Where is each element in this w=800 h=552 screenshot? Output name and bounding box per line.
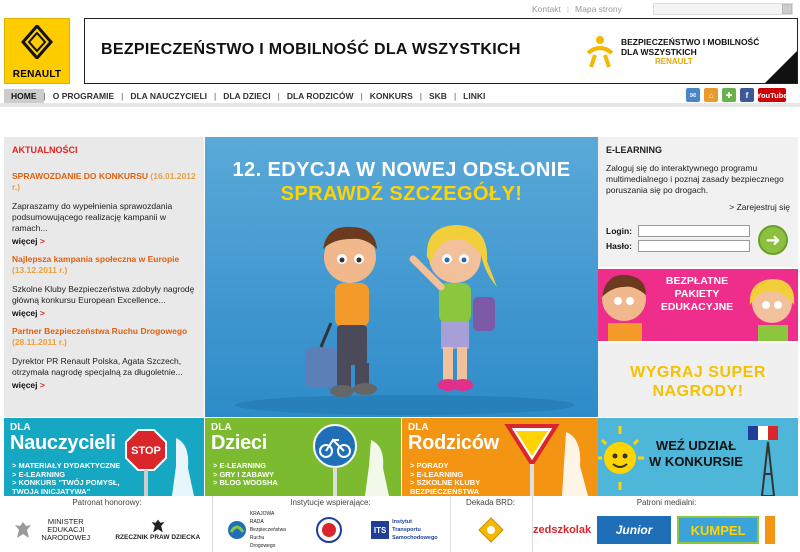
elearning-desc: Zaloguj się do interaktywnego programu multimedialnego i poznaj zasady bezpiecznego poruszania się po drogach.: [606, 163, 784, 195]
tile-title: Rodziców: [408, 432, 499, 454]
hero-line1: 12. EDYCJA W NOWEJ ODSŁONIE: [232, 159, 571, 181]
police-badge-icon[interactable]: [315, 516, 343, 544]
tile-dla-rodzicow[interactable]: [402, 418, 598, 496]
campaign-mini-logo: [621, 37, 759, 67]
kumpel-logo[interactable]: KUMPEL: [677, 516, 759, 544]
tile-link[interactable]: > E-LEARNING: [410, 469, 464, 479]
arrow-right-icon: ➜: [765, 229, 781, 250]
register-link[interactable]: > Zarejestruj się: [729, 202, 790, 212]
rpd-text: RZECZNIK PRAW DZIECKA: [115, 534, 201, 541]
mini-brand: RENAULT: [655, 57, 693, 66]
tile-link[interactable]: > BLOG WOOSHA: [213, 478, 278, 487]
news-date: (28.11.2011 r.): [12, 337, 67, 347]
renault-logo[interactable]: [4, 18, 70, 84]
men-logo[interactable]: [14, 518, 96, 542]
header-banner: [84, 18, 798, 84]
stop-sign-icon: [4, 418, 204, 496]
tile-link[interactable]: > KONKURS "TWÓJ POMYSŁ,: [12, 478, 120, 487]
tile-link[interactable]: > SZKOLNE KLUBY: [410, 478, 481, 487]
tile-dla-label: DLA: [10, 422, 31, 433]
search-input[interactable]: [653, 3, 793, 15]
bicycle-sign-icon: [205, 418, 401, 496]
password-row: [606, 240, 750, 252]
footer-instytucje: [212, 496, 448, 552]
footer-logos: [4, 512, 210, 548]
search-button[interactable]: [782, 4, 792, 14]
tile-dla-label: DLA: [408, 422, 429, 433]
more-link-text[interactable]: więcej: [12, 380, 38, 390]
top-links: [532, 4, 622, 14]
nav-dla-nauczycieli[interactable]: DLA NAUCZYCIELI: [130, 91, 207, 101]
footer-logos: [533, 512, 800, 548]
divider: |: [277, 91, 280, 101]
elearning-panel: [598, 137, 798, 267]
news-date: (13.12.2011 r.): [12, 265, 68, 275]
arrow-right-icon: >: [39, 380, 45, 390]
news-headline[interactable]: [12, 326, 196, 348]
footer-patroni: [532, 496, 800, 552]
news-headline-text[interactable]: Partner Bezpieczeństwa Ruchu Drogowego: [12, 326, 188, 336]
nav-dla-dzieci[interactable]: DLA DZIECI: [223, 91, 271, 101]
divider: |: [360, 91, 363, 101]
divider: |: [566, 4, 570, 14]
more-link-text[interactable]: więcej: [12, 308, 38, 318]
tile-title: Nauczycieli: [10, 432, 116, 454]
news-item: [12, 326, 196, 390]
footer-label: Patronat honorowy:: [72, 498, 142, 507]
youtube-icon[interactable]: YouTube: [758, 88, 786, 102]
facebook-icon[interactable]: f: [740, 88, 754, 102]
divider: |: [43, 91, 46, 101]
rpd-logo[interactable]: [115, 518, 200, 542]
divider: |: [214, 91, 217, 101]
banner-headline: BEZPIECZEŃSTWO I MOBILNOŚĆ DLA WSZYSTKICH: [101, 41, 521, 58]
promo-prizes[interactable]: [598, 343, 798, 417]
news-excerpt: Dyrektor PR Renault Polska, Agata Szczech, otrzymała nagrodę specjalną za długoletnie...: [12, 356, 183, 377]
main-nav: [4, 89, 800, 103]
nav-konkurs[interactable]: KONKURS: [369, 91, 413, 101]
promo-free-packs[interactable]: [598, 269, 798, 341]
dekada-brd-icon[interactable]: [478, 517, 504, 543]
divider: |: [419, 91, 422, 101]
junior-logo[interactable]: Junior: [597, 516, 671, 544]
hero-banner[interactable]: [205, 137, 598, 417]
nav-dla-rodzicow[interactable]: DLA RODZICÓW: [286, 91, 354, 101]
partner-logo-cut[interactable]: [765, 516, 775, 544]
tile-link[interactable]: > GRY I ZABAWY: [213, 469, 275, 479]
svg-text:STOP: STOP: [131, 445, 161, 457]
more-link[interactable]: [12, 308, 196, 318]
news-panel: [4, 137, 204, 417]
tile-link[interactable]: > E-LEARNING: [12, 469, 66, 479]
banner-corner-fold: [764, 50, 798, 84]
mini-line1: BEZPIECZEŃSTWO I MOBILNOŚĆ: [621, 37, 760, 47]
contest-cta-text: WEŹ UDZIAŁ W KONKURSIE: [649, 438, 743, 469]
header-divider: [0, 103, 800, 107]
nav-skb[interactable]: SKB: [428, 91, 447, 101]
nav-o-programie[interactable]: O PROGRAMIE: [52, 91, 115, 101]
its-logo[interactable]: [371, 518, 438, 542]
krbrd-logo[interactable]: [227, 510, 288, 550]
news-headline[interactable]: [12, 171, 196, 193]
footer-logos: [451, 512, 530, 548]
arrow-right-icon: >: [39, 236, 45, 246]
footer-dekada: [450, 496, 530, 552]
news-excerpt: Zapraszamy do wypełnienia sprawozdania podsumowującego realizację kampanii w ramach...: [12, 201, 173, 233]
news-item: [12, 254, 196, 318]
hero-illustration: [205, 137, 598, 417]
mini-line2: DLA WSZYSTKICH: [621, 47, 697, 57]
krbrd-text: KRAJOWA RADA Bezpieczeństwa Ruchu Drogowego: [249, 511, 286, 549]
footer-partners: [0, 496, 800, 552]
login-input[interactable]: [638, 225, 750, 237]
news-headline[interactable]: [12, 254, 196, 276]
footer-label: Dekada BRD:: [466, 498, 515, 507]
arrow-right-icon: >: [39, 308, 45, 318]
news-headline-text[interactable]: Najlepsza kampania społeczna w Europie: [12, 254, 180, 264]
mail-icon[interactable]: ✉: [686, 88, 700, 102]
eagle-icon: [150, 518, 166, 534]
renault-diamond-icon: [20, 25, 54, 59]
news-headline-text[interactable]: SPRAWOZDANIE DO KONKURSU: [12, 171, 149, 181]
sitemap-link[interactable]: Mapa strony: [575, 4, 622, 14]
boy-illustration: [305, 227, 377, 397]
password-label: Hasło:: [606, 241, 632, 251]
tile-dla-label: DLA: [211, 422, 232, 433]
its-icon: ITS: [371, 521, 389, 539]
password-input[interactable]: [638, 240, 750, 252]
footer-patronat: [4, 496, 210, 552]
eagle-icon: [14, 520, 32, 540]
social-links: [686, 88, 786, 102]
free-packs-text: BEZPŁATNE PAKIETY EDUKACYJNE: [660, 275, 734, 313]
news-item: [12, 171, 196, 246]
nav-home[interactable]: HOME: [4, 89, 44, 103]
tile-dla-nauczycieli[interactable]: [4, 418, 204, 496]
logo-brand-text: RENAULT: [12, 69, 62, 80]
more-link-text[interactable]: więcej: [12, 236, 38, 246]
footer-logos: [213, 512, 448, 548]
more-link[interactable]: [12, 236, 196, 246]
news-excerpt: Szkolne Kluby Bezpieczeństwa zdobyły nagrodę główną konkursu European Excellence...: [12, 284, 195, 305]
divider: |: [121, 91, 124, 101]
elearning-title: E-LEARNING: [606, 145, 662, 155]
prizes-text: WYGRAJ SUPER NAGRODY!: [630, 364, 766, 400]
divider: |: [453, 91, 457, 101]
tile-link[interactable]: BEZPIECZEŃSTWA: [410, 486, 480, 496]
its-text: Instytut Transportu Samochodowego: [392, 519, 438, 541]
footer-label: Instytucje wspierające:: [290, 498, 371, 507]
tile-link[interactable]: > E-LEARNING: [213, 461, 267, 470]
news-title: AKTUALNOŚCI: [12, 145, 78, 155]
yield-sign-icon: [402, 418, 598, 496]
zedszkolak-logo[interactable]: zedszkolak: [533, 524, 592, 536]
news-date: (16.01.2012 r.): [12, 171, 196, 192]
footer-label: Patroni medialni:: [636, 498, 697, 507]
tile-title: Dzieci: [211, 432, 268, 454]
tile-link[interactable]: > PORADY: [410, 461, 449, 470]
login-label: Login:: [606, 226, 632, 236]
contact-link[interactable]: Kontakt: [532, 4, 561, 14]
campaign-logo-icon: [585, 35, 615, 69]
login-row: [606, 225, 750, 237]
tile-link[interactable]: > MATERIAŁY DYDAKTYCZNE: [12, 461, 121, 470]
more-link[interactable]: [12, 380, 196, 390]
tile-konkurs[interactable]: [598, 418, 798, 496]
krbrd-icon: [227, 520, 247, 540]
girl-illustration: [413, 225, 497, 391]
home-icon[interactable]: ⌂: [704, 88, 718, 102]
login-submit-button[interactable]: [758, 225, 788, 255]
tile-link[interactable]: TWOJA INICJATYWA": [12, 486, 91, 496]
men-text: MINISTER EDUKACJI NARODOWEJ: [41, 517, 91, 542]
hero-line2: SPRAWDŹ SZCZEGÓŁY!: [280, 183, 523, 205]
nav-linki[interactable]: LINKI: [463, 91, 486, 101]
sitemap-icon[interactable]: ✚: [722, 88, 736, 102]
tile-dla-dzieci[interactable]: [205, 418, 401, 496]
